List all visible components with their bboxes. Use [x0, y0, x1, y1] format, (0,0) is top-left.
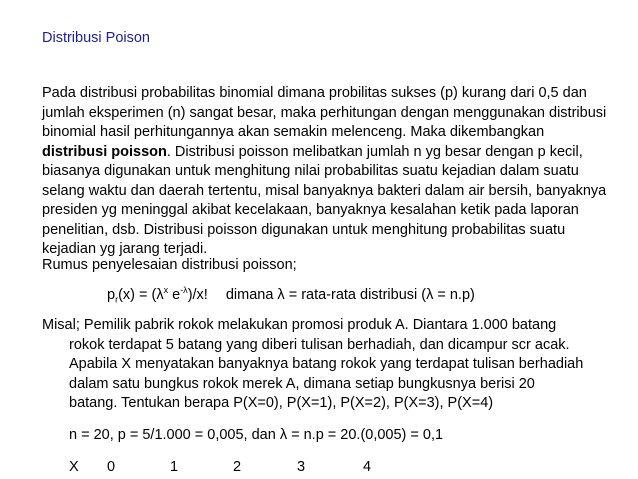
formula-p: p: [107, 286, 116, 303]
formula-part-b: e: [168, 286, 181, 303]
intro-bold-term: distribusi poisson: [42, 143, 167, 160]
example-line-4: dalam satu bungkus rokok merek A, dimana setiap bungkusnya berisi 20: [69, 375, 535, 392]
x-value-3: 3: [297, 459, 306, 475]
calculation-line: n = 20, p = 5/1.000 = 0,005, dan λ = n.p = 20.(0,005) = 0,1: [69, 427, 444, 443]
example-line-2: rokok terdapat 5 batang yang diberi tulisan berhadiah, dan dicampur scr acak.: [69, 336, 570, 353]
x-value-1: 1: [170, 459, 179, 475]
example-line-5: batang. Tentukan berapa P(X=0), P(X=1), P(X=2), P(X=3), P(X=4): [69, 395, 494, 411]
slide-title: Distribusi Poison: [42, 30, 150, 46]
intro-text-part2: . Distribusi poisson melibatkan jumlah n yg besar dengan p kecil, biasanya digunakan untuk menghitung nilai probabilitas suatu kejadian dalam suatu selang waktu dan daerah tertentu, misal banyaknya bakteri dalam air bersih, banyaknya presiden yg meninggal akibat kecelakaan, banyaknya kesalahan ketik pada laporan penelitian, dsb. Distribusi poisson digunakan untuk menghitung probabilitas suatu kejadian yg jarang terjadi.: [42, 143, 607, 257]
intro-paragraph: [42, 84, 612, 260]
formula-sup-neg-lambda: -λ: [180, 285, 188, 295]
x-label: X: [69, 459, 79, 475]
formula-part-a: (x) = (λ: [118, 286, 164, 303]
x-value-2: 2: [233, 459, 242, 475]
poisson-formula: [107, 285, 475, 305]
formula-sup-x: x: [163, 285, 169, 295]
formula-part-c: )/x!: [187, 286, 208, 303]
x-value-0: 0: [107, 459, 116, 475]
intro-text-part1: Pada distribusi probabilitas binomial dimana probilitas sukses (p) kurang dari 0,5 dan jumlah eksperimen (n) sangat besar, maka perhitungan dengan menggunakan distribusi binomial hasil perhitungannya akan semakin melenceng. Maka dikembangkan: [42, 85, 607, 140]
x-value-4: 4: [363, 459, 372, 475]
formula-where: dimana λ = rata-rata distribusi (λ = n.p): [225, 286, 475, 303]
formula-sub-r: r: [115, 294, 119, 305]
example-paragraph: [42, 316, 612, 414]
example-line-3: Apabila X menyatakan banyaknya batang rokok yang terdapat tulisan berhadiah: [69, 356, 584, 372]
formula-label: Rumus penyelesaian distribusi poisson;: [42, 257, 297, 273]
example-line-1: Misal; Pemilik pabrik rokok melakukan promosi produk A. Diantara 1.000 batang: [42, 317, 557, 333]
